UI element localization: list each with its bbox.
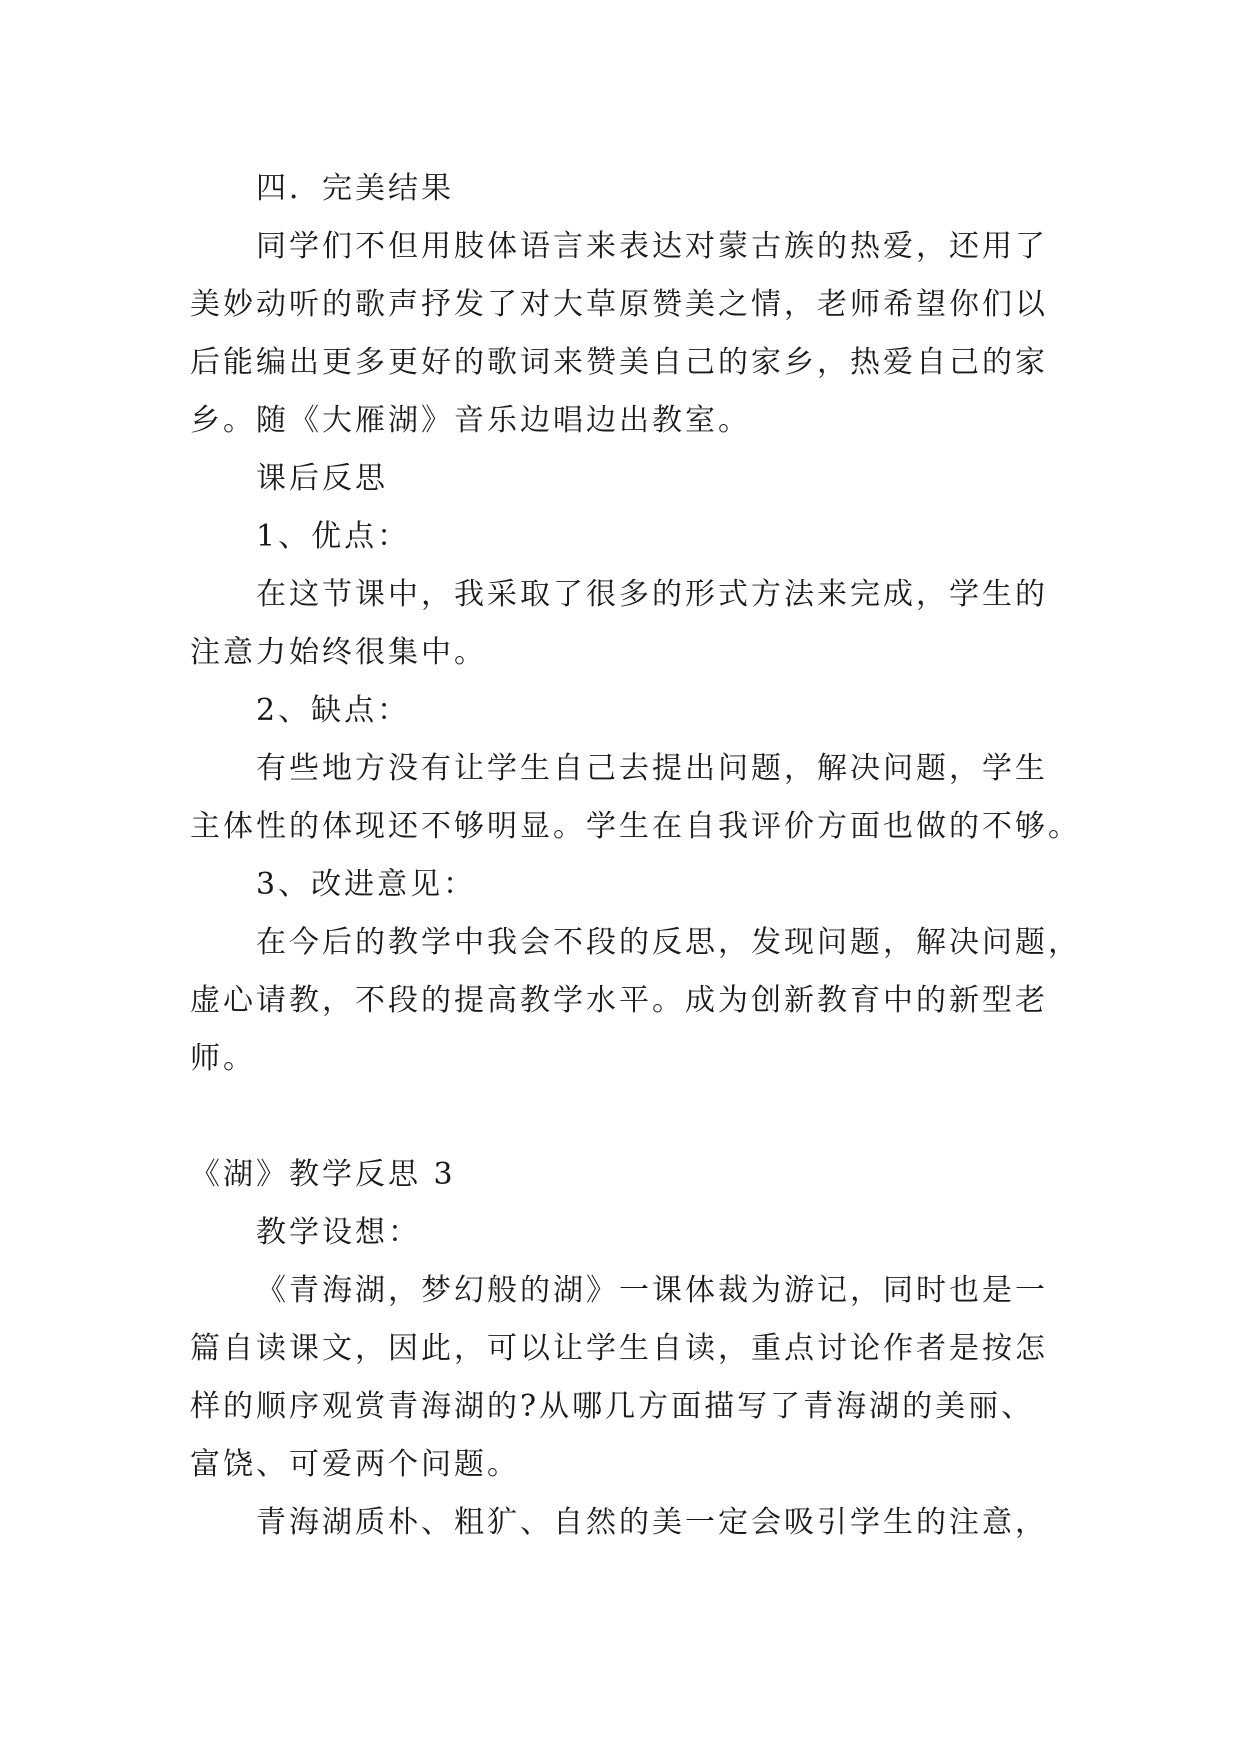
document-page (190, 160, 1081, 1552)
text-line: 课后反思 (256, 461, 388, 496)
text-line: 《湖》教学反思 3 (190, 1157, 456, 1192)
text-line: 3、改进意见： (256, 867, 477, 902)
text-line: 虚心请教，不段的提高教学水平。成为创新教育中的新型老 (190, 983, 1048, 1018)
text-line: 在今后的教学中我会不段的反思，发现问题，解决问题， (256, 925, 1081, 960)
text-line: 注意力始终很集中。 (190, 635, 487, 670)
text-line: 美妙动听的歌声抒发了对大草原赞美之情，老师希望你们以 (190, 287, 1048, 322)
text-line: 篇自读课文，因此，可以让学生自读，重点讨论作者是按怎 (190, 1331, 1048, 1366)
text-line: 四．完美结果 (256, 171, 454, 206)
text-line: 有些地方没有让学生自己去提出问题，解决问题，学生 (256, 751, 1048, 786)
text-line: 《青海湖，梦幻般的湖》一课体裁为游记，同时也是一 (256, 1273, 1048, 1308)
text-line: 师。 (190, 1041, 256, 1076)
text-line: 主体性的体现还不够明显。学生在自我评价方面也做的不够。 (190, 809, 1081, 844)
text-line: 青海湖质朴、粗犷、自然的美一定会吸引学生的注意， (256, 1505, 1048, 1540)
text-line: 后能编出更多更好的歌词来赞美自己的家乡，热爱自己的家 (190, 345, 1048, 380)
text-line: 1、优点： (256, 519, 411, 554)
text-line: 富饶、可爱两个问题。 (190, 1447, 520, 1482)
text-line: 样的顺序观赏青海湖的?从哪几方面描写了青海湖的美丽、 (190, 1389, 1035, 1424)
text-line: 乡。随《大雁湖》音乐边唱边出教室。 (190, 403, 751, 438)
blank-line (190, 1088, 1060, 1146)
text-line: 教学设想： (256, 1215, 421, 1250)
text-line: 在这节课中，我采取了很多的形式方法来完成，学生的 (256, 577, 1048, 612)
text-line: 2、缺点： (256, 693, 411, 728)
text-line: 同学们不但用肢体语言来表达对蒙古族的热爱，还用了 (256, 229, 1048, 264)
